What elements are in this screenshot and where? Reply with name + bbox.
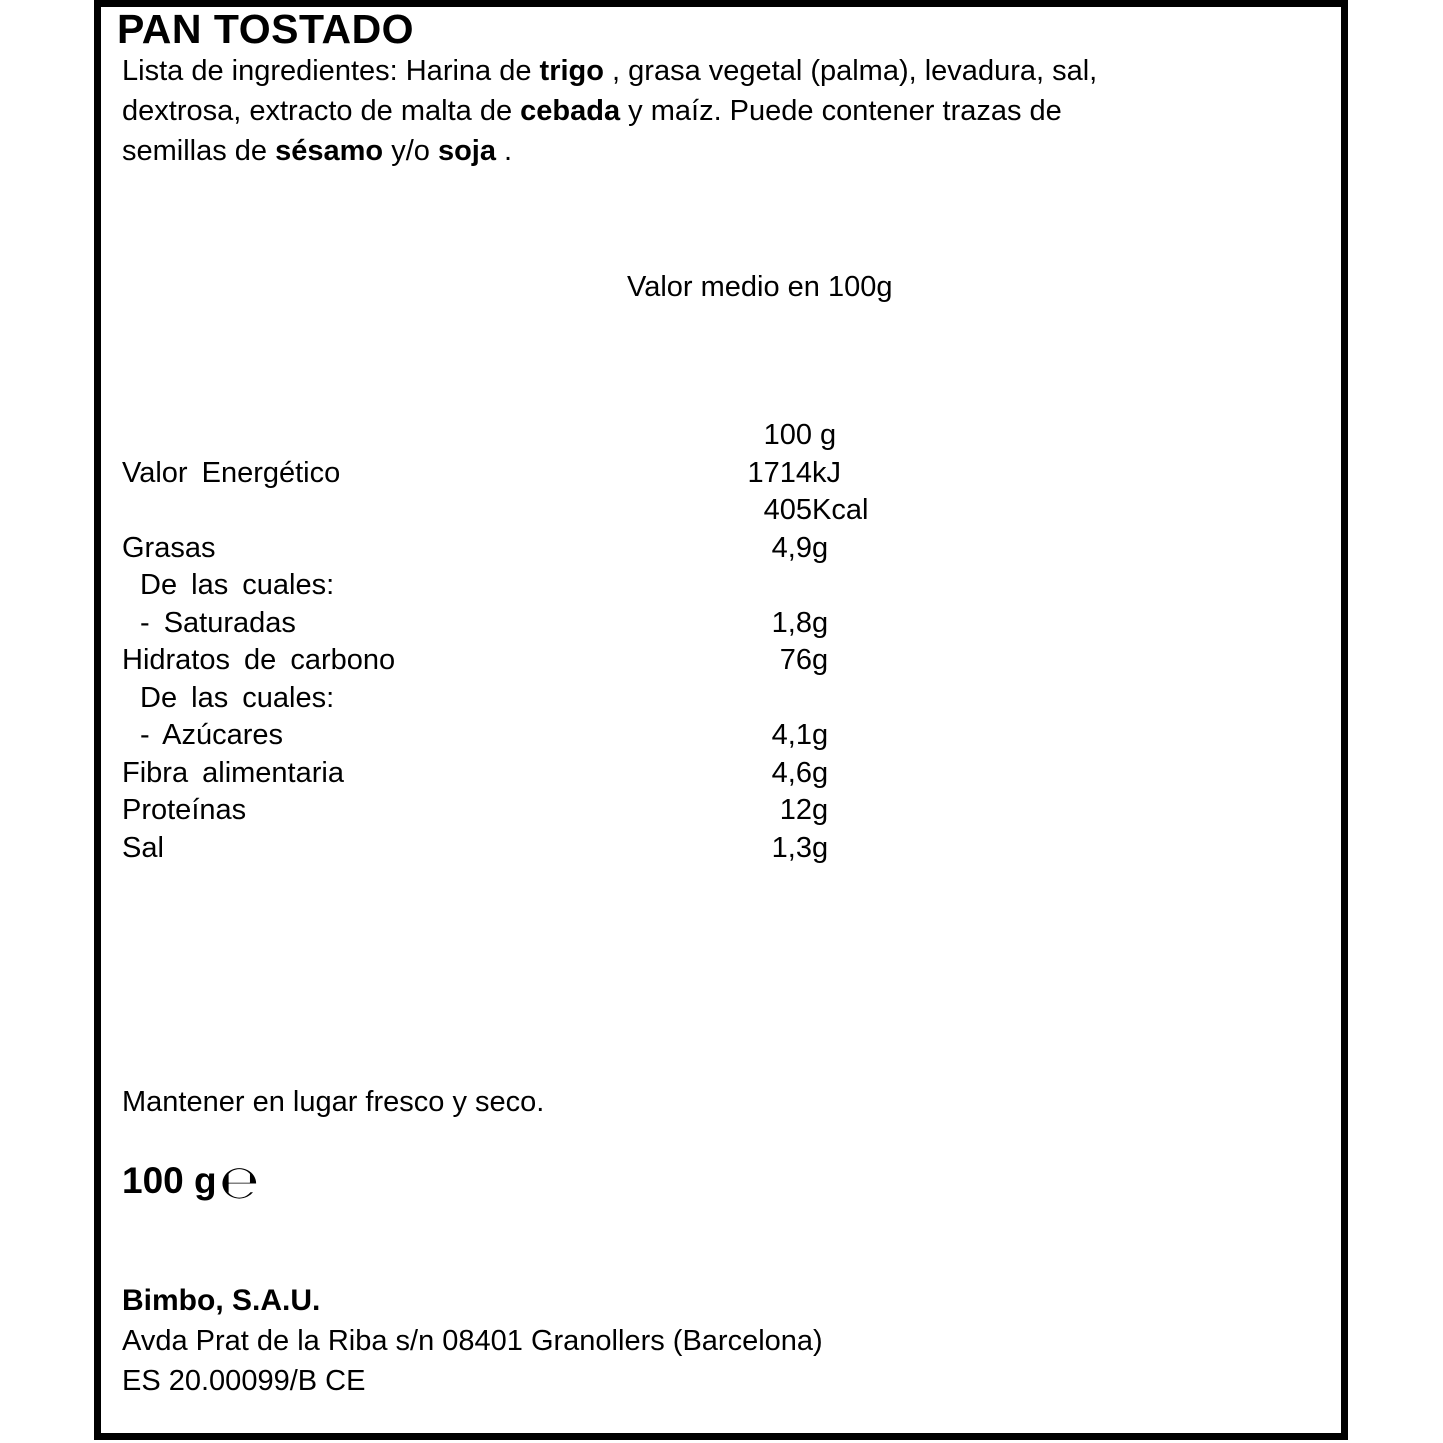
nutrition-label: - Saturadas <box>140 606 296 639</box>
nutrition-value <box>662 605 828 643</box>
nutrition-value <box>662 680 812 718</box>
nutrition-unit: g <box>812 419 837 451</box>
ingredients-text: y maíz. Puede contener trazas de <box>620 95 1062 127</box>
product-title: PAN TOSTADO <box>117 6 415 52</box>
ingredients-text: . <box>495 135 513 167</box>
nutrition-value <box>662 642 828 680</box>
nutrition-number: 405 <box>763 494 812 526</box>
nutrition-number: 12 <box>779 794 812 826</box>
nutrition-row-saturates <box>101 605 1321 643</box>
net-weight <box>122 1155 259 1209</box>
nutrition-label: Grasas <box>122 531 216 564</box>
ingredients-line <box>122 131 1322 171</box>
storage-instructions: Mantener en lugar fresco y seco. <box>122 1086 545 1118</box>
nutrition-unit: g <box>812 606 829 639</box>
nutrition-number: 4,1 <box>771 719 812 751</box>
manufacturer-name: Bimbo, S.A.U. <box>122 1284 321 1317</box>
manufacturer-address: Avda Prat de la Riba s/n 08401 Granollers (Barcelona) <box>122 1325 823 1357</box>
nutrition-label: Sal <box>122 831 164 864</box>
nutrition-label: Proteínas <box>122 794 247 826</box>
nutrition-value <box>662 530 828 568</box>
nutrition-unit: g <box>812 644 829 676</box>
nutrition-value <box>662 492 868 530</box>
nutrition-row-sugars <box>101 717 1321 755</box>
manufacturer-registry: ES 20.00099/B CE <box>122 1365 366 1397</box>
nutrition-unit: g <box>812 756 829 789</box>
nutrition-value <box>662 830 828 868</box>
nutrition-table <box>101 417 1321 867</box>
ingredients-line <box>122 51 1322 91</box>
nutrition-unit: kJ <box>812 456 841 489</box>
nutrition-row-of-which-carb <box>101 680 1321 718</box>
allergen-cebada: cebada <box>520 95 621 127</box>
nutrition-label: De las cuales: <box>140 569 335 601</box>
nutrition-row-fibre <box>101 755 1321 793</box>
nutrition-value <box>662 417 836 455</box>
nutrition-value <box>662 755 828 793</box>
ingredients-text: y/o <box>383 135 438 167</box>
nutrition-number: 100 <box>763 419 812 451</box>
nutrition-unit: g <box>812 794 829 826</box>
nutrition-value <box>662 717 828 755</box>
nutrition-number: 1,3 <box>771 831 812 864</box>
nutrition-number: 1,8 <box>771 606 812 639</box>
nutrition-value <box>662 792 828 830</box>
nutrition-label: Fibra alimentaria <box>122 756 344 789</box>
nutrition-label: De las cuales: <box>140 681 335 714</box>
nutrition-unit: Kcal <box>812 494 869 526</box>
nutrition-value <box>662 455 841 493</box>
nutrition-row-fat <box>101 530 1321 568</box>
nutrition-row-protein <box>101 792 1321 830</box>
nutrition-number: 4,9 <box>771 531 812 564</box>
nutrition-row-serving <box>101 417 1321 455</box>
nutrition-label: Hidratos de carbono <box>122 644 396 676</box>
nutrition-label: - Azúcares <box>140 719 283 751</box>
nutrition-number: 76 <box>779 644 812 676</box>
nutrition-header: Valor medio en 100g <box>627 271 893 303</box>
ingredients-paragraph <box>122 51 1322 171</box>
nutrition-row-energy-kcal <box>101 492 1321 530</box>
allergen-trigo: trigo <box>539 55 604 87</box>
allergen-soja: soja <box>437 135 496 167</box>
nutrition-row-of-which-fat <box>101 567 1321 605</box>
nutrition-unit: g <box>812 831 829 864</box>
nutrition-unit: g <box>812 531 829 564</box>
label-border-panel <box>94 0 1348 1440</box>
ingredients-text: dextrosa, extracto de malta de <box>122 95 521 127</box>
ingredients-line <box>122 91 1322 131</box>
net-weight-value: 100 g <box>122 1160 217 1201</box>
nutrition-row-salt <box>101 830 1321 868</box>
ingredients-text: semillas de <box>122 135 276 167</box>
nutrition-value <box>662 567 812 605</box>
nutrition-number: 1714 <box>747 456 812 489</box>
estimated-sign: ℮ <box>219 1155 259 1209</box>
nutrition-row-energy-kj <box>101 455 1321 493</box>
manufacturer-info <box>122 1281 823 1401</box>
ingredients-text: , grasa vegetal (palma), levadura, sal, <box>603 55 1098 87</box>
nutrition-row-carbohydrate <box>101 642 1321 680</box>
nutrition-unit: g <box>812 719 829 751</box>
nutrition-label: Valor Energético <box>122 456 341 489</box>
ingredients-text: Lista de ingredientes: Harina de <box>122 55 540 87</box>
nutrition-number: 4,6 <box>771 756 812 789</box>
allergen-sesamo: sésamo <box>275 135 384 167</box>
